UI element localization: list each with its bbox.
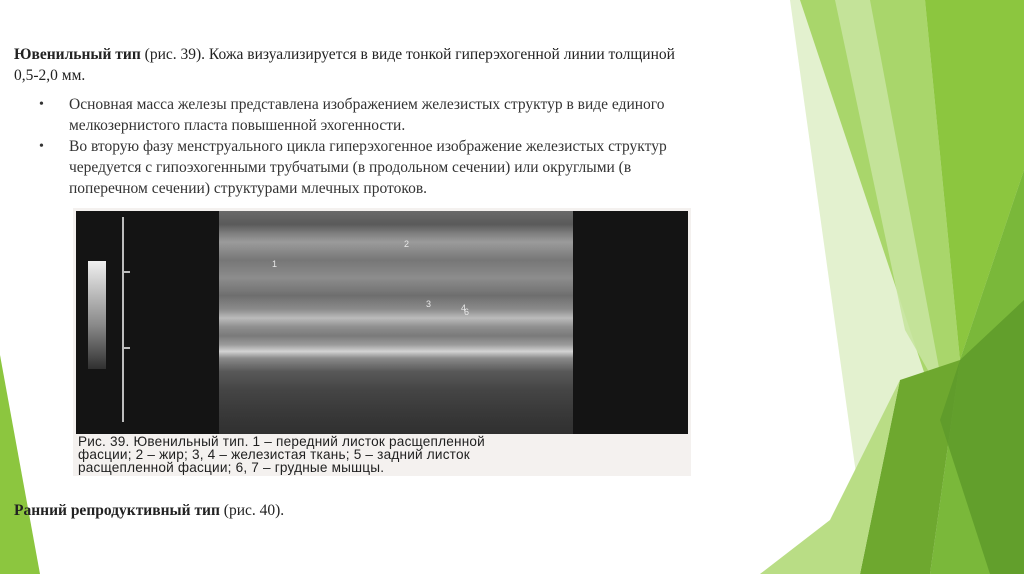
main-text xyxy=(14,44,829,199)
next-section-text: (рис. 40). xyxy=(219,501,285,519)
scan-label: 4 xyxy=(461,303,467,313)
bullet-line: мелкозернистого пласта повышенной эхогенности. xyxy=(69,117,406,134)
bullet-line: поперечном сечении) структурами млечных протоков. xyxy=(69,180,428,197)
next-section-bold-term: Ранний репродуктивный тип xyxy=(14,501,220,519)
caption-line: расщепленной фасции; 6, 7 – грудные мышцы. xyxy=(78,460,385,475)
intro-text-line2: 0,5-2,0 мм. xyxy=(14,67,86,84)
bullet-list xyxy=(14,94,829,199)
intro-paragraph xyxy=(14,44,829,86)
depth-tick xyxy=(124,347,130,349)
scan-label: 2 xyxy=(404,239,410,249)
grayscale-bar xyxy=(88,261,106,369)
bullet-icon: • xyxy=(39,139,44,154)
bullet-line: Основная масса железы представлена изображением железистых структур в виде единого xyxy=(69,96,665,113)
next-section-paragraph xyxy=(14,500,284,521)
intro-bold-term: Ювенильный тип xyxy=(14,46,141,63)
scan-label: 6 xyxy=(464,307,470,317)
figure-caption xyxy=(78,435,688,474)
scan-area xyxy=(219,211,573,434)
bullet-line: Во вторую фазу менструального цикла гиперэхогенное изображение железистых структур xyxy=(69,138,667,155)
bullet-item xyxy=(14,136,829,199)
scan-label: 1 xyxy=(272,259,278,269)
left-green-sliver xyxy=(0,355,40,574)
bullet-line: чередуется с гипоэхогенными трубчатыми (в продольном сечении) или округлыми (в xyxy=(69,159,632,176)
bullet-icon: • xyxy=(39,97,44,112)
depth-tick xyxy=(124,271,130,273)
intro-text-line1: (рис. 39). Кожа визуализируется в виде тонкой гиперэхогенной линии толщиной xyxy=(140,46,675,63)
scan-label: 3 xyxy=(426,299,432,309)
bullet-item xyxy=(14,94,829,136)
ultrasound-figure xyxy=(73,208,691,476)
caption-line: Рис. 39. Ювенильный тип. 1 – передний листок расщепленной xyxy=(78,434,485,449)
caption-line: фасции; 2 – жир; 3, 4 – железистая ткань; 5 – задний листок xyxy=(78,447,470,462)
ultrasound-image xyxy=(76,211,688,434)
depth-scale-line xyxy=(122,217,124,422)
